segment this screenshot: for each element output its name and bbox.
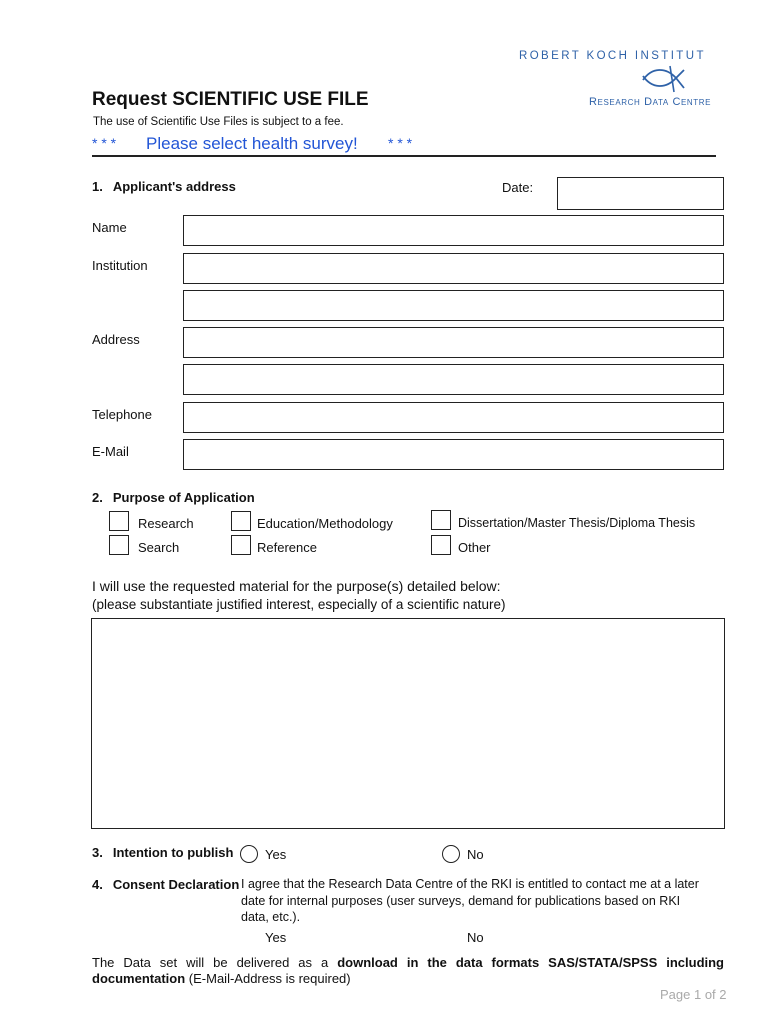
page-title: Request SCIENTIFIC USE FILE: [92, 89, 369, 110]
search-label: Search: [138, 540, 180, 555]
email-field[interactable]: [183, 439, 724, 470]
consent-no-label[interactable]: No: [467, 930, 484, 945]
section4-number: 4.: [92, 877, 103, 892]
education-checkbox[interactable]: [231, 511, 251, 531]
other-label: Other: [458, 540, 491, 555]
telephone-label: Telephone: [92, 407, 152, 422]
section4-title: Consent Declaration: [112, 877, 240, 892]
date-label: Date:: [502, 180, 534, 195]
institution-label: Institution: [92, 258, 148, 273]
consent-text-line2: date for internal purposes (user surveys, demand for publications based on RKI: [241, 894, 681, 908]
section1-title: Applicant's address: [112, 179, 236, 194]
purpose-textarea[interactable]: [91, 618, 725, 829]
reference-label: Reference: [257, 540, 317, 555]
delivery-note: (E-Mail-Address is required): [188, 971, 351, 986]
survey-stars-left: * * *: [92, 135, 117, 151]
delivery-formats: download in the data formats SAS/STATA/SPSS including: [337, 955, 724, 970]
section1-number: 1.: [92, 179, 103, 194]
publish-yes-radio[interactable]: [240, 845, 258, 863]
purpose-instruction-note: (please substantiate justified interest, especially of a scientific nature): [92, 597, 506, 612]
section3-number: 3.: [92, 845, 103, 860]
date-field[interactable]: [557, 177, 724, 210]
name-label: Name: [92, 220, 127, 235]
logo-sub-name: Research Data Centre: [589, 96, 712, 108]
delivery-line2: [92, 971, 351, 986]
name-field[interactable]: [183, 215, 724, 246]
section2-heading: [92, 490, 255, 505]
delivery-documentation: documentation: [92, 971, 186, 986]
purpose-instruction: I will use the requested material for the purpose(s) detailed below:: [92, 578, 501, 594]
institution-field-2[interactable]: [183, 290, 724, 321]
institution-field[interactable]: [183, 253, 724, 284]
section1-heading: [92, 179, 236, 194]
fee-note: The use of Scientific Use Files is subject to a fee.: [93, 116, 344, 128]
email-label: E-Mail: [92, 444, 129, 459]
section3-heading: [92, 845, 233, 860]
search-checkbox[interactable]: [109, 535, 129, 555]
section3-title: Intention to publish: [112, 845, 234, 860]
survey-select[interactable]: [92, 133, 716, 157]
telephone-field[interactable]: [183, 402, 724, 433]
research-label: Research: [138, 516, 194, 531]
reference-checkbox[interactable]: [231, 535, 251, 555]
delivery-line1: [92, 955, 724, 970]
survey-select-text: Please select health survey!: [146, 134, 358, 153]
address-label: Address: [92, 332, 140, 347]
logo-org-name: ROBERT KOCH INSTITUT: [519, 50, 706, 62]
rki-logo-icon: [640, 64, 686, 94]
page-number: Page 1 of 2: [660, 987, 727, 1002]
dissertation-label: Dissertation/Master Thesis/Diploma Thesis: [458, 516, 696, 530]
address-field-2[interactable]: [183, 364, 724, 395]
publish-no-radio[interactable]: [442, 845, 460, 863]
address-field[interactable]: [183, 327, 724, 358]
publish-no-label: No: [467, 847, 484, 862]
section2-title: Purpose of Application: [112, 490, 255, 505]
consent-text-line1: I agree that the Research Data Centre of the RKI is entitled to contact me at a later: [241, 877, 699, 891]
dissertation-checkbox[interactable]: [431, 510, 451, 530]
publish-yes-label: Yes: [265, 847, 287, 862]
other-checkbox[interactable]: [431, 535, 451, 555]
section4-heading: [92, 877, 239, 892]
education-label: Education/Methodology: [257, 516, 393, 531]
survey-stars-right: * * *: [388, 135, 413, 151]
consent-text-line3: data, etc.).: [241, 910, 301, 924]
consent-yes-label[interactable]: Yes: [265, 930, 287, 945]
research-checkbox[interactable]: [109, 511, 129, 531]
delivery-intro: The Data set will be delivered as a: [92, 955, 329, 970]
section2-number: 2.: [92, 490, 103, 505]
